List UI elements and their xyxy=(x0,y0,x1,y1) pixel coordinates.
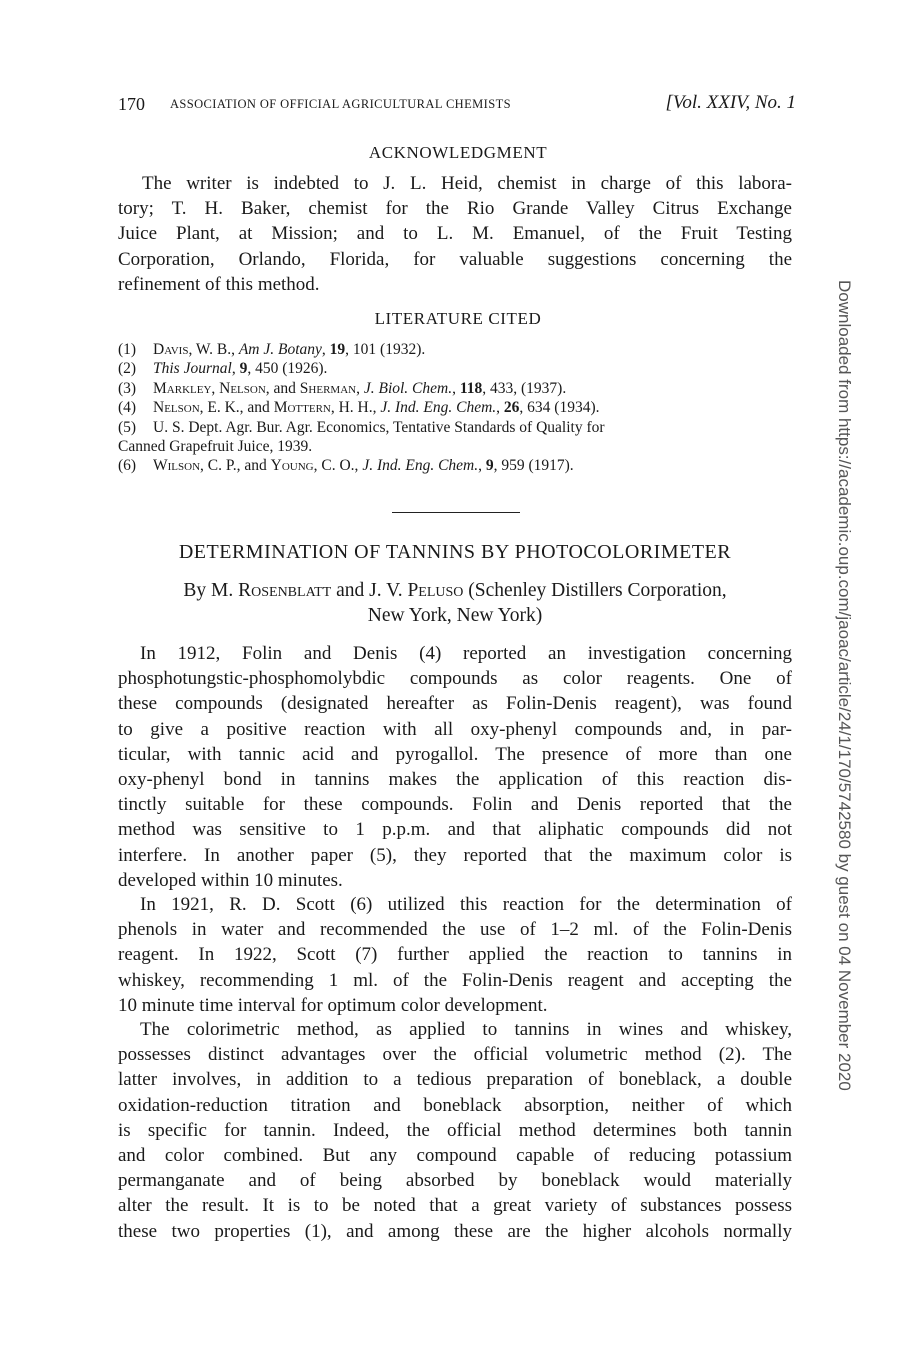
paragraph-line: tinctly suitable for these compounds. Folin and Denis reported that the xyxy=(118,794,792,816)
paragraph-line: 10 minute time interval for optimum color development. xyxy=(118,994,548,1016)
paragraph-line: phenols in water and recommended the use of 1–2 ml. of the Folin-Denis xyxy=(118,919,792,941)
paragraph-line: latter involves, in addition to a tedious preparation of boneblack, a double xyxy=(118,1069,792,1091)
reference-item: (2) This Journal, 9, 450 (1926). xyxy=(118,360,328,378)
article-title: DETERMINATION OF TANNINS BY PHOTOCOLORIMETER xyxy=(178,541,732,563)
reference-item: (4) Nelson, E. K., and Mottern, H. H., J. Ind. Eng. Chem., 26, 634 (1934). xyxy=(118,399,600,417)
affiliation-line: New York, New York) xyxy=(367,605,543,626)
paragraph-line: Juice Plant, at Mission; and to L. M. Emanuel, of the Fruit Testing xyxy=(118,223,792,245)
running-header xyxy=(118,94,798,118)
paragraph-line: possesses distinct advantages over the official volumetric method (2). The xyxy=(118,1044,792,1066)
paragraph-line: these compounds (designated hereafter as Folin-Denis reagent), was found xyxy=(118,693,792,715)
page-number: 170 xyxy=(118,94,145,114)
reference-continuation: Canned Grapefruit Juice, 1939. xyxy=(118,438,313,456)
literature-heading: LITERATURE CITED xyxy=(374,309,542,328)
paragraph-line: In 1921, R. D. Scott (6) utilized this reaction for the determination of xyxy=(140,894,792,915)
paragraph-line: Corporation, Orlando, Florida, for valuable suggestions concerning the xyxy=(118,248,792,270)
paragraph-line: developed within 10 minutes. xyxy=(118,869,343,891)
paragraph-line: to give a positive reaction with all oxy-phenyl compounds and, in par- xyxy=(118,718,792,740)
reference-list xyxy=(118,340,794,476)
paragraph-line: is specific for tannin. Indeed, the official method determines both tannin xyxy=(118,1119,792,1141)
running-title: ASSOCIATION OF OFFICIAL AGRICULTURAL CHEMISTS xyxy=(170,97,511,111)
download-watermark xyxy=(835,280,876,1091)
paragraph-line: ticular, with tannic acid and pyrogallol. The presence of more than one xyxy=(118,743,792,765)
paragraph-line: oxidation-reduction titration and boneblack absorption, neither of which xyxy=(118,1094,792,1116)
paragraph-line: refinement of this method. xyxy=(118,273,320,295)
paragraph-line: whiskey, recommending 1 ml. of the Folin-Denis reagent and accepting the xyxy=(118,969,792,991)
reference-item: (1) Davis, W. B., Am J. Botany, 19, 101 (1932). xyxy=(118,341,426,358)
paragraph-line: oxy-phenyl bond in tannins makes the application of this reaction dis- xyxy=(118,769,792,791)
paragraph-line: these two properties (1), and among these are the higher alcohols normally xyxy=(118,1220,792,1242)
acknowledgment-heading: ACKNOWLEDGMENT xyxy=(368,143,548,162)
acknowledgment-paragraph xyxy=(118,171,792,297)
watermark-text: Downloaded from https://academic.oup.com/jaoac/article/24/1/170/5742580 by guest on 04 November 2020 xyxy=(835,280,854,1091)
paragraph-line: alter the result. It is to be noted that a great variety of substances possess xyxy=(118,1195,792,1217)
paragraph-line: interfere. In another paper (5), they reported that the maximum color is xyxy=(118,844,792,866)
paragraph-line: tory; T. H. Baker, chemist for the Rio Grande Valley Citrus Exchange xyxy=(118,198,792,220)
section-divider xyxy=(392,512,520,513)
paragraph-line: reagent. In 1922, Scott (7) further applied the reaction to tannins in xyxy=(118,944,792,966)
reference-item: (6) Wilson, C. P., and Young, C. O., J. Ind. Eng. Chem., 9, 959 (1917). xyxy=(118,457,574,475)
paragraph-line: permanganate and of being absorbed by boneblack would materially xyxy=(118,1170,792,1192)
body-paragraph-3 xyxy=(118,1017,792,1244)
reference-item: (5) U. S. Dept. Agr. Bur. Agr. Economics, Tentative Standards of Quality for xyxy=(118,418,605,436)
paragraph-line: method was sensitive to 1 p.p.m. and that aliphatic compounds did not xyxy=(118,819,792,841)
paragraph-line: The colorimetric method, as applied to tannins in wines and whiskey, xyxy=(140,1019,792,1040)
paragraph-line: In 1912, Folin and Denis (4) reported an investigation concerning xyxy=(140,643,792,664)
paragraph-line: phosphotungstic-phosphomolybdic compounds as color reagents. One of xyxy=(118,668,792,690)
body-paragraph-2 xyxy=(118,892,792,1018)
reference-item: (3) Markley, Nelson, and Sherman, J. Biol. Chem., 118, 433, (1937). xyxy=(118,379,567,397)
author-name: Rosenblatt xyxy=(238,580,332,601)
paragraph-line: The writer is indebted to J. L. Heid, chemist in charge of this labora- xyxy=(142,173,792,194)
paragraph-line: and color combined. But any compound capable of reducing potassium xyxy=(118,1145,792,1167)
author-name: Peluso xyxy=(407,580,464,601)
volume-label: [Vol. XXIV, No. 1 xyxy=(665,92,796,113)
body-paragraph-1 xyxy=(118,641,792,893)
article-byline: By M. Rosenblatt and J. V. Peluso (Schenley Distillers Corporation, New York, New York) xyxy=(118,578,792,628)
